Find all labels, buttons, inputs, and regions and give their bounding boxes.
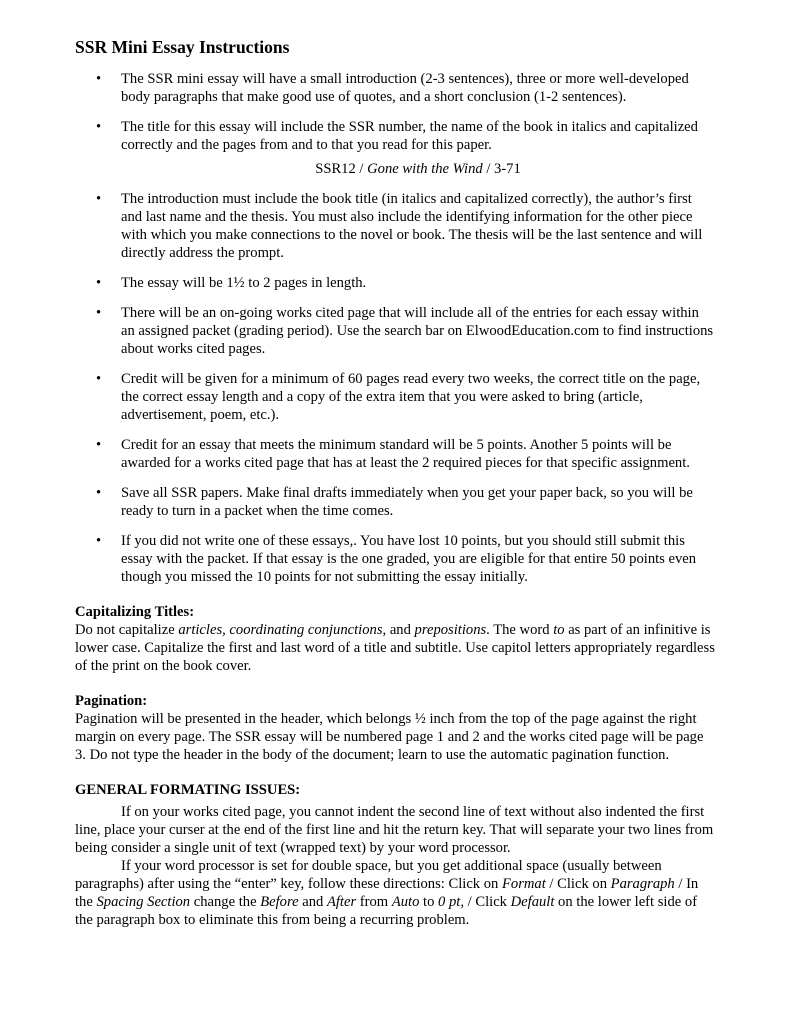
bullet-icon: • bbox=[96, 119, 102, 135]
text-run: from bbox=[356, 894, 392, 910]
text-run: on the lower left side of the paragraph box to eliminate this from being a recurring problem. bbox=[75, 894, 698, 928]
formatting-paragraph-1: If on your works cited page, you cannot indent the second line of text without also indented the first line, place your curser at the end of the first line and hit the return key. That will separate your two lines from being consider a single unit of text (wrapped text) by your word processor. bbox=[75, 804, 714, 856]
page-title: SSR Mini Essay Instructions bbox=[75, 37, 290, 57]
bullet-icon: • bbox=[96, 485, 102, 501]
bullet-icon: • bbox=[96, 71, 102, 87]
list-item-text: Credit for an essay that meets the minimum standard will be 5 points. Another 5 points will be awarded for a works cited page that has at least the 2 required pieces for that specific assignment. bbox=[121, 437, 690, 471]
list-item bbox=[75, 370, 715, 424]
text-run: to bbox=[419, 894, 439, 910]
list-item bbox=[75, 190, 715, 262]
text-run: / Click on bbox=[545, 876, 611, 892]
list-item-text: The essay will be 1½ to 2 pages in length. bbox=[121, 275, 367, 291]
text-run: , bbox=[222, 622, 230, 638]
text-run: Do not capitalize bbox=[75, 622, 179, 638]
example-title-suffix: / 3-71 bbox=[482, 161, 521, 177]
formatting-heading: GENERAL FORMATING ISSUES: bbox=[75, 782, 301, 798]
italic-run: Format bbox=[502, 876, 546, 892]
italic-run: Before bbox=[260, 894, 299, 910]
list-item-text: The introduction must include the book title (in italics and capitalized correctly), the author’s first and last name and the thesis. You must also include the identifying information for the other piece with which you make connections to the novel or book. The thesis will be the last sentence and will directly address the prompt. bbox=[121, 191, 703, 261]
italic-run: Paragraph bbox=[610, 876, 675, 892]
list-item-text: The title for this essay will include the SSR number, the name of the book in italics and capitalized correctly and the pages from and to that you read for this paper. bbox=[121, 119, 698, 153]
instruction-list bbox=[75, 70, 715, 154]
italic-run: 0 pt, bbox=[438, 894, 464, 910]
list-item bbox=[75, 274, 715, 292]
text-run: , and bbox=[382, 622, 415, 638]
pagination-paragraph: Pagination will be presented in the header, which belongs ½ inch from the top of the page against the right margin on every page. The SSR essay will be numbered page 1 and 2 and the works cited page will be page 3. Do not type the header in the body of the document; learn to use the automatic pagination function. bbox=[75, 711, 704, 763]
italic-run: coordinating conjunctions bbox=[229, 622, 383, 638]
bullet-icon: • bbox=[96, 437, 102, 453]
text-run: / In the bbox=[75, 876, 699, 910]
text-run: change the bbox=[190, 894, 261, 910]
example-title bbox=[75, 160, 715, 178]
list-item bbox=[75, 70, 715, 106]
list-item-text: There will be an on-going works cited page that will include all of the entries for each essay within an assigned packet (grading period). Use the search bar on ElwoodEducation.com to find instructions about works cited pages. bbox=[121, 305, 714, 357]
text-run: as part of an infinitive is lower case. Capitalize the first and last word of a title and subtitle. Use capitol letters appropriately regardless of the print on the book cover. bbox=[75, 622, 715, 674]
list-item bbox=[75, 532, 715, 586]
text-run: If your word processor is set for double space, but you get additional space (usually between paragraphs) after using the “enter” key, follow these directions: Click on bbox=[75, 858, 662, 892]
example-title-prefix: SSR12 / bbox=[315, 161, 368, 177]
text-run: . The word bbox=[486, 622, 554, 638]
bullet-icon: • bbox=[96, 191, 102, 207]
list-item bbox=[75, 118, 715, 154]
list-item bbox=[75, 304, 715, 358]
italic-run: Spacing Section bbox=[96, 894, 191, 910]
list-item-text: The SSR mini essay will have a small introduction (2-3 sentences), three or more well-developed body paragraphs that make good use of quotes, and a short conclusion (1-2 sentences). bbox=[121, 71, 689, 105]
italic-run: Auto bbox=[391, 894, 420, 910]
capitalizing-heading: Capitalizing Titles: bbox=[75, 604, 195, 620]
list-item-text: Save all SSR papers. Make final drafts immediately when you get your paper back, so you will be ready to turn in a packet when the time comes. bbox=[121, 485, 693, 519]
bullet-icon: • bbox=[96, 305, 102, 321]
formatting-paragraph-2 bbox=[75, 857, 715, 929]
instruction-list-continued bbox=[75, 190, 715, 586]
italic-run: After bbox=[326, 894, 357, 910]
italic-run: Default bbox=[510, 894, 555, 910]
example-title-book: Gone with the Wind bbox=[367, 161, 483, 177]
italic-run: prepositions bbox=[414, 622, 487, 638]
list-item bbox=[75, 436, 715, 472]
text-run: / Click bbox=[464, 894, 511, 910]
italic-run: articles bbox=[178, 622, 223, 638]
list-item-text: If you did not write one of these essays,. You have lost 10 points, but you should still submit this essay with the packet. If that essay is the one graded, you are eligible for that entire 50 points even though you missed the 10 points for not submitting the essay initially. bbox=[121, 533, 697, 585]
list-item bbox=[75, 484, 715, 520]
bullet-icon: • bbox=[96, 371, 102, 387]
list-item-text: Credit will be given for a minimum of 60 pages read every two weeks, the correct title on the page, the correct essay length and a copy of the extra item that you were asked to bring (article, advertisement, poem, etc.). bbox=[121, 371, 701, 423]
text-run: and bbox=[298, 894, 327, 910]
pagination-heading: Pagination: bbox=[75, 693, 148, 709]
bullet-icon: • bbox=[96, 275, 102, 291]
capitalizing-paragraph bbox=[75, 621, 715, 675]
italic-run: to bbox=[553, 622, 565, 638]
bullet-icon: • bbox=[96, 533, 102, 549]
